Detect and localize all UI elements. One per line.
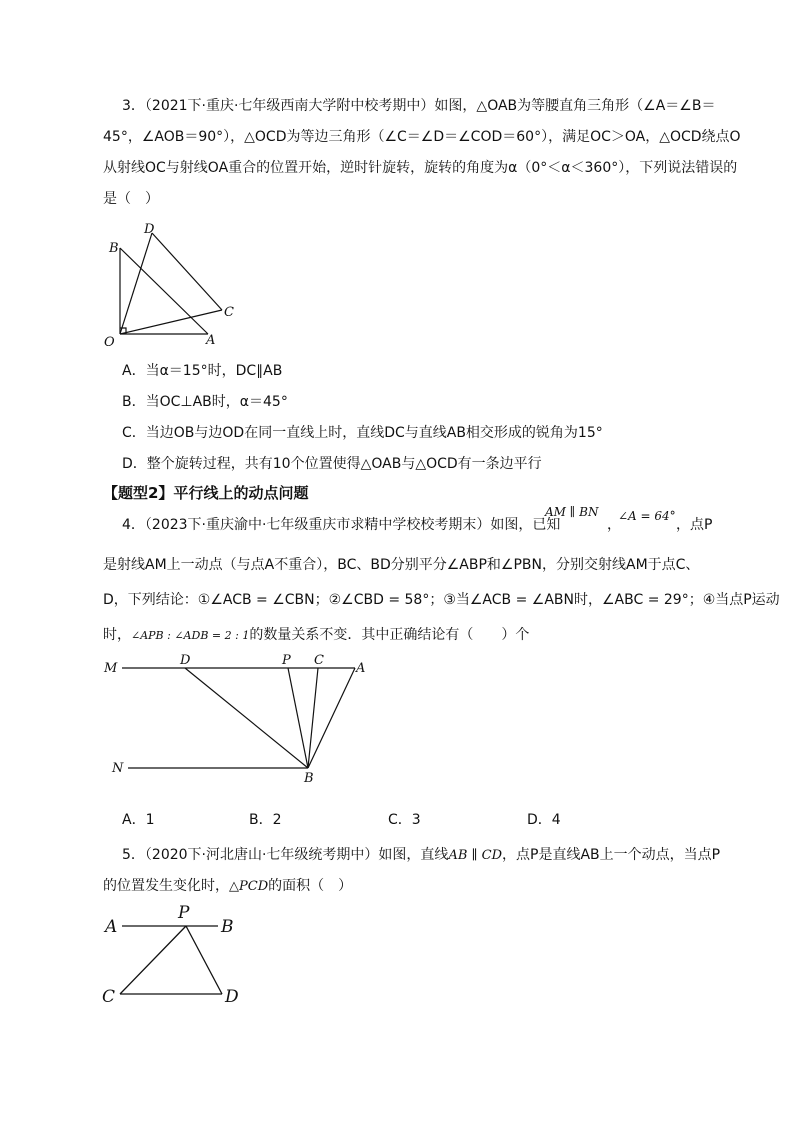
label-C: C xyxy=(314,653,324,668)
q4-line-2-b: BC、BD分别平分∠ABP和∠PBN，分别交射线AM于点C、 xyxy=(337,557,700,573)
label-D: D xyxy=(225,987,239,1007)
q4-line-1-text: 4．（2023下·重庆渝中·七年级重庆市求精中学校校考期末）如图，已知 xyxy=(122,517,561,533)
q4-line-4-b: 的数量关系不变．其中正确结论有（ ）个 xyxy=(249,627,530,643)
q5-line-1-a: 5．（2020下·河北唐山·七年级统考期中）如图，直线 xyxy=(122,847,449,863)
segment-OD xyxy=(120,233,152,334)
label-B: B xyxy=(304,771,314,785)
label-P: P xyxy=(282,653,291,668)
q4-line-4-a: 时， xyxy=(103,627,131,643)
q5-line-2-b: 的面积（ ） xyxy=(268,878,353,894)
q5-line-1-b: ，点P是直线AB上一个动点，当点P xyxy=(502,847,721,863)
segment-PD xyxy=(186,926,222,994)
label-B: B xyxy=(221,917,234,937)
label-C: C xyxy=(224,305,234,320)
label-P: P xyxy=(178,903,190,923)
label-O: O xyxy=(104,335,115,350)
q3-line-2: 45°，∠AOB＝90°），△OCD为等边三角形（∠C＝∠D＝∠COD＝60°），满足OC＞OA，△OCD绕点O xyxy=(103,129,741,145)
q5-line-2-math: △PCD xyxy=(229,879,269,894)
q5-line-1 xyxy=(122,846,720,865)
segment-BC xyxy=(308,668,318,768)
q4-option-a: A．1 xyxy=(122,812,155,828)
q4-line-4 xyxy=(103,626,529,645)
q3-option-a: A．当α＝15°时，DC∥AB xyxy=(122,363,283,379)
label-A: A xyxy=(105,917,118,937)
q4-math-angle-a: ∠A = 64° xyxy=(618,509,676,523)
label-A: A xyxy=(356,661,366,676)
segment-BP xyxy=(288,668,308,768)
label-D: D xyxy=(180,653,191,668)
q4-line-3: D，下列结论：①∠ACB = ∠CBN；②∠CBD = 58°；③当∠ACB = ∠ABN时，∠ABC = 29°；④当点P运动 xyxy=(103,592,780,608)
q5-line-1-math: AB ∥ CD xyxy=(448,848,503,863)
q5-figure xyxy=(100,898,260,1008)
q4-math-am-bn: AM ∥ BN xyxy=(545,505,599,519)
segment-DC xyxy=(152,233,222,310)
q4-option-c: C．3 xyxy=(388,812,421,828)
q4-comma: ， xyxy=(607,517,621,533)
q4-line-2 xyxy=(103,556,699,574)
q3-option-b: B．当OC⊥AB时，α＝45° xyxy=(122,394,288,410)
segment-PC xyxy=(120,926,186,994)
section-heading: 【题型2】平行线上的动点问题 xyxy=(103,484,309,502)
segment-BA xyxy=(308,668,355,768)
q4-line-1 xyxy=(122,516,560,534)
q3-option-d: D．整个旋转过程，共有10个位置使得△OAB与△OCD有一条边平行 xyxy=(122,456,542,472)
q3-line-4: 是（ ） xyxy=(103,191,159,207)
q4-line-4-math: ∠APB : ∠ADB = 2 : 1 xyxy=(131,629,250,642)
q4-point-p: ，点P xyxy=(676,517,713,533)
segment-OC xyxy=(120,310,222,334)
label-C: C xyxy=(102,987,116,1007)
q4-option-b: B．2 xyxy=(249,812,282,828)
label-M: M xyxy=(104,661,118,676)
label-B: B xyxy=(109,241,119,256)
q5-line-2-a: 的位置发生变化时， xyxy=(103,878,229,894)
q4-line-2-a: 是射线AM上一动点（与点A不重合）， xyxy=(103,557,338,573)
q3-option-c: C．当边OB与边OD在同一直线上时，直线DC与直线AB相交形成的锐角为15° xyxy=(122,425,603,441)
q3-line-3: 从射线OC与射线OA重合的位置开始，逆时针旋转，旋转的角度为α（0°＜α＜360°），下列说法错误的 xyxy=(103,160,738,176)
q3-figure xyxy=(100,218,250,353)
label-N: N xyxy=(112,761,124,776)
q5-line-2 xyxy=(103,877,352,896)
label-D: D xyxy=(144,222,155,237)
label-A: A xyxy=(206,333,216,348)
segment-BD xyxy=(185,668,308,768)
q4-figure xyxy=(100,650,380,785)
q3-line-1: 3．（2021下·重庆·七年级西南大学附中校考期中）如图，△OAB为等腰直角三角形（∠A＝∠B＝ xyxy=(122,98,716,114)
q4-option-d: D．4 xyxy=(527,812,561,828)
